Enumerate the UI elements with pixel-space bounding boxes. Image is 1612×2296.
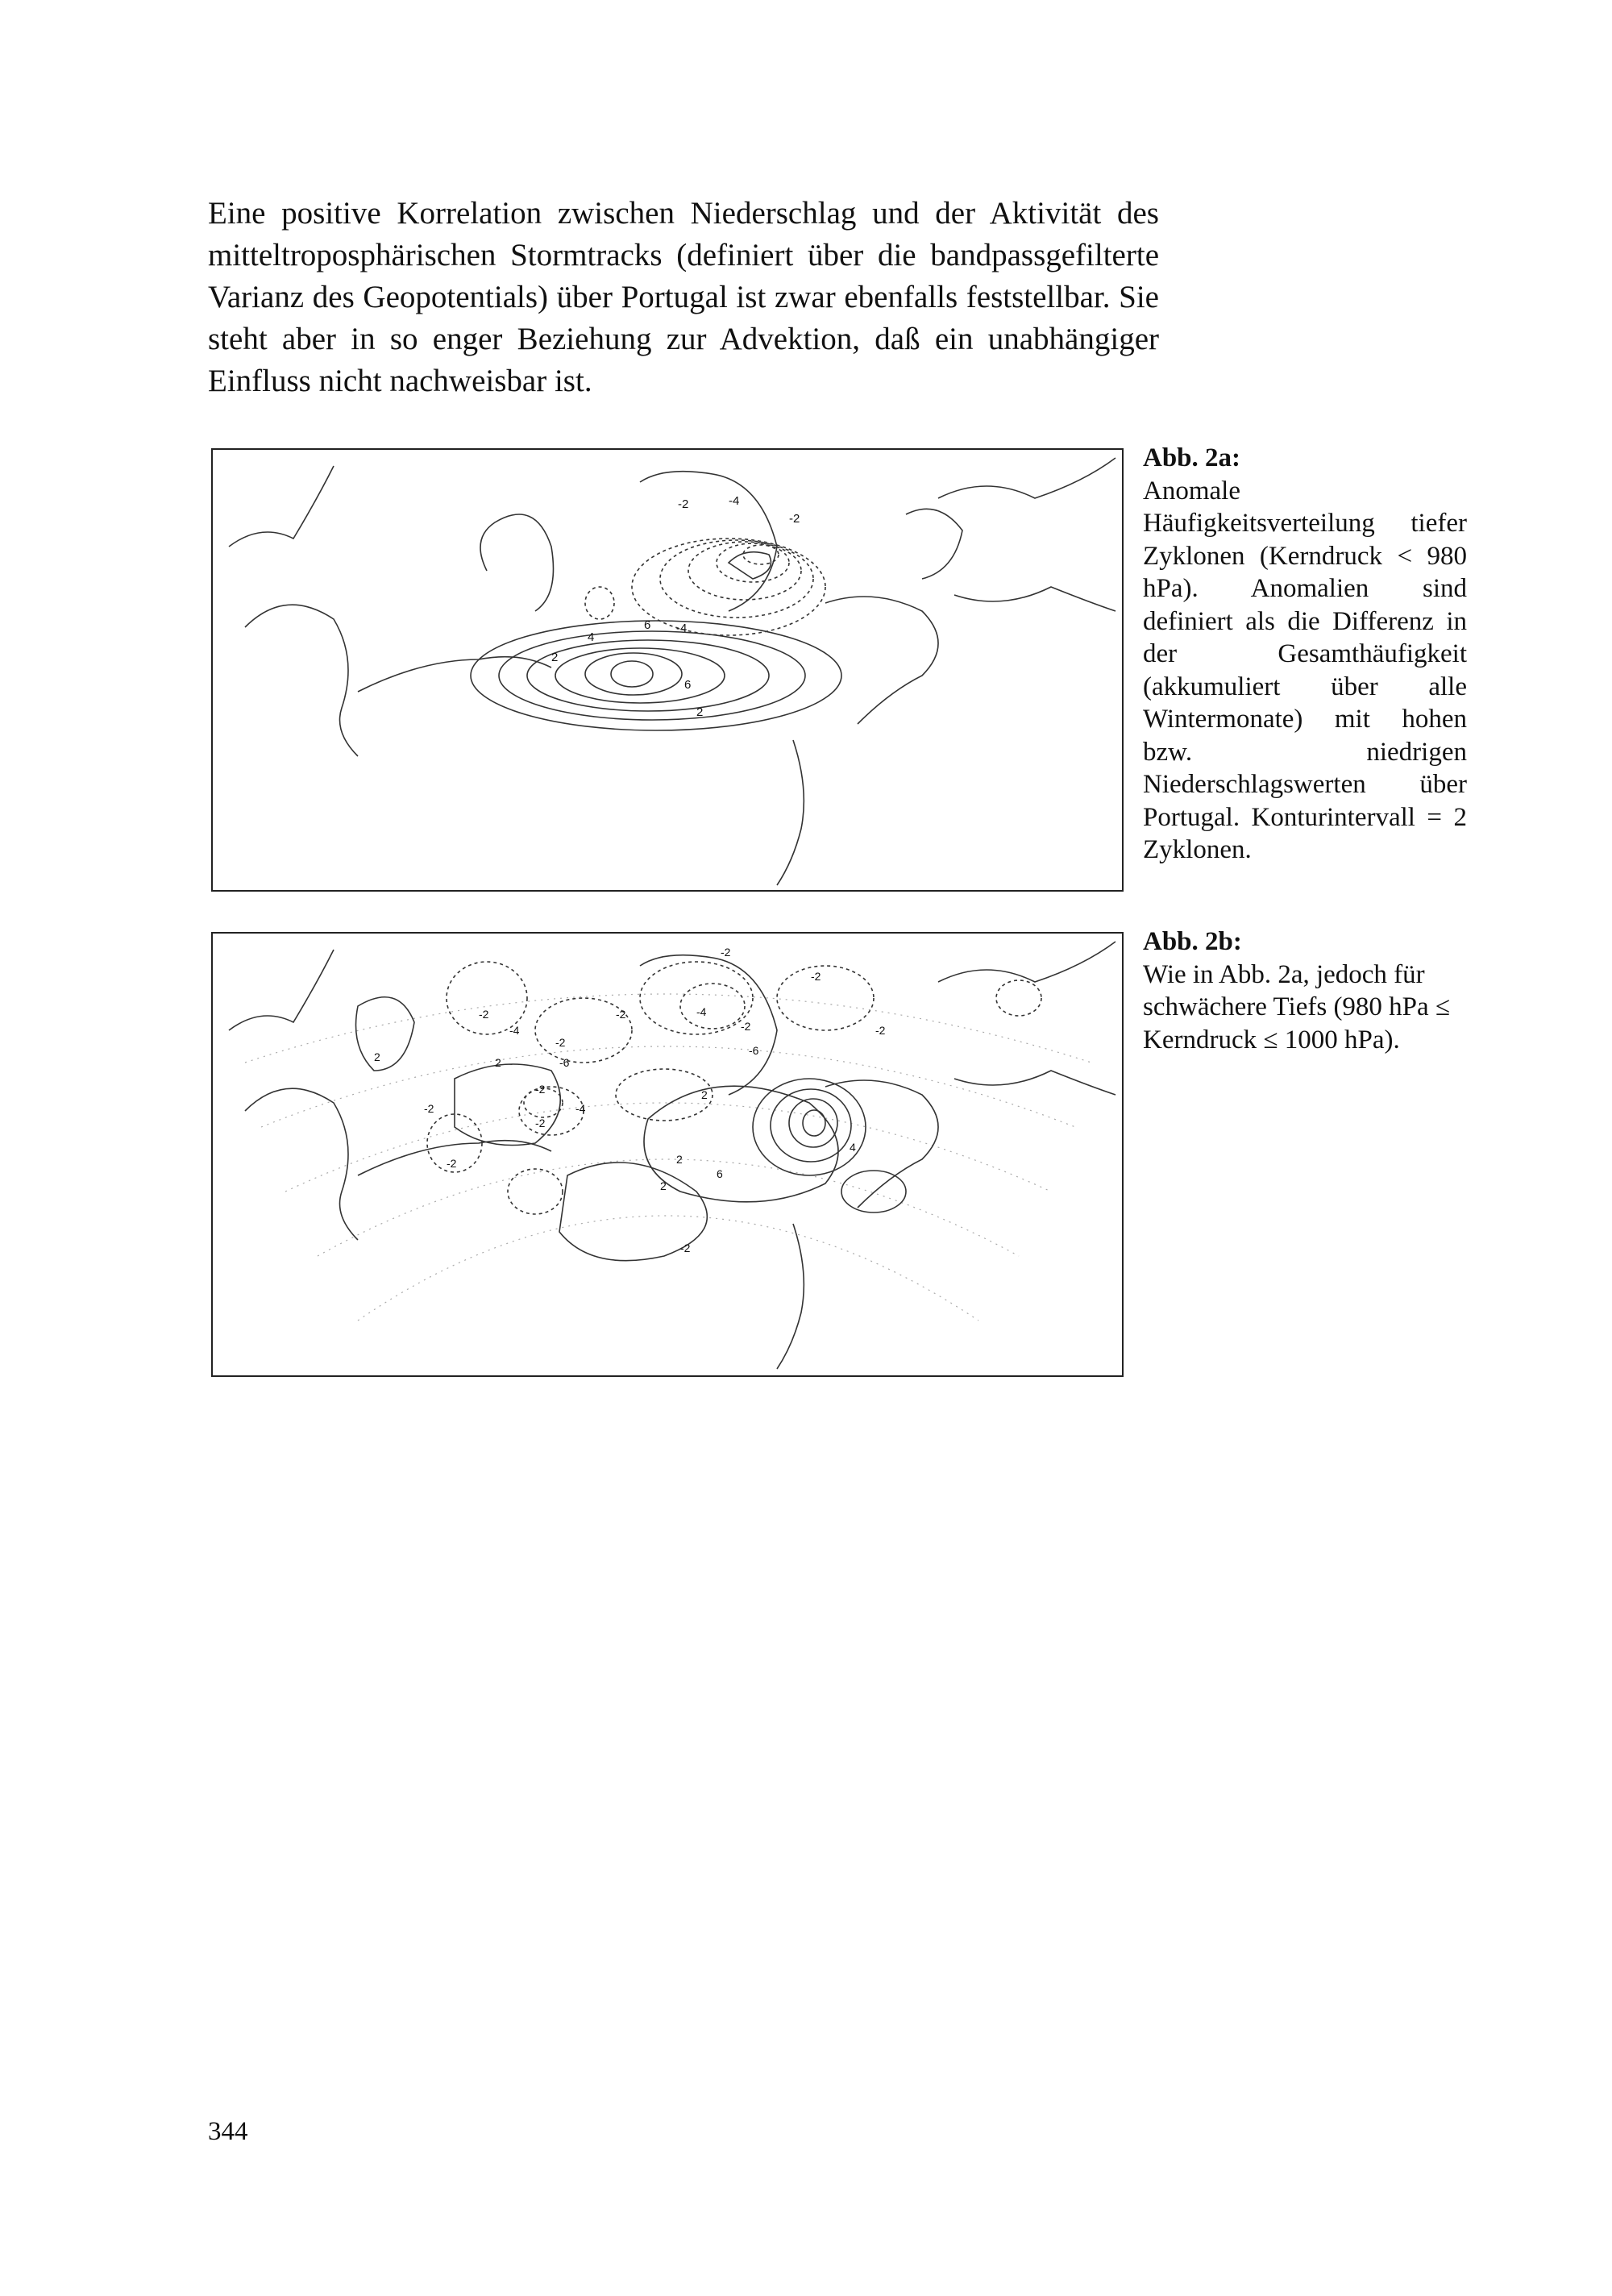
coastline-canada-west — [245, 1088, 358, 1240]
contour-label: -2 — [741, 1020, 751, 1033]
coastline-siberia — [954, 1071, 1116, 1095]
contour-label: -4 — [676, 622, 688, 635]
pos-contour — [753, 1079, 866, 1175]
contour-label: -2 — [721, 946, 731, 959]
contour-labels — [551, 494, 800, 719]
coastline-hudson — [480, 514, 554, 611]
figure-2a-svg — [213, 450, 1122, 890]
contour-label: 2 — [676, 1153, 683, 1166]
coastline-alaska — [229, 950, 334, 1030]
contour-label: -2 — [678, 497, 689, 511]
pos-contour — [585, 653, 682, 695]
neg-contour — [996, 980, 1041, 1016]
contour-label: 6 — [717, 1167, 723, 1180]
coastline-iceland — [729, 552, 771, 579]
pos-contour — [471, 621, 841, 730]
body-paragraph: Eine positive Korrelation zwischen Niederschlag und der Aktivität des mitteltroposphärischen Stormtracks (definiert über die bandpassgefilterte Varianz des Geopotentials) über Portugal ist zwar ebenfalls feststellbar. Sie steht aber in so enger Beziehung zur Advektion, daß ein unabhängiger Einfluss nicht nachweisbar ist. — [208, 196, 1159, 398]
coastline-africa — [777, 1224, 804, 1369]
caption-text: Wie in Abb. 2a, jedoch für schwächere Tiefs (980 hPa ≤ Kerndruck ≤ 1000 hPa). — [1143, 959, 1451, 1054]
coastline-europe — [825, 597, 938, 724]
neg-contour — [743, 545, 779, 564]
contour-label: 2 — [696, 705, 704, 719]
coastline-canada-west — [245, 605, 358, 756]
contour-label: -4 — [575, 1102, 586, 1115]
coastline-asia — [938, 458, 1116, 498]
contour-label: -2 — [875, 1024, 886, 1037]
contour-label: -2 — [811, 970, 821, 983]
pos-contour — [356, 997, 415, 1071]
caption-title: Abb. 2b: — [1143, 927, 1242, 956]
latitude-circle — [245, 994, 1091, 1063]
pos-contour — [611, 661, 653, 687]
coastline-north-america — [358, 657, 551, 692]
caption-text: Anomale Häufigkeitsverteilung tiefer Zyklonen (Kerndruck < 980 hPa). Anomalien sind definiert als die Differenz in der Gesamthäufigkeit (akkumuliert über alle Wintermonate) mit hohen bzw. niedrigen Niederschlagswerten über Portugal. Konturintervall = 2 Zyklonen. — [1143, 476, 1467, 864]
positive-contours — [471, 621, 841, 730]
neg-contour — [660, 540, 813, 618]
neg-contour — [640, 962, 753, 1034]
contour-label: -4 — [509, 1024, 520, 1037]
pos-contour — [527, 640, 769, 711]
figure-2a-caption — [1143, 442, 1467, 867]
negative-contours — [585, 539, 825, 635]
contour-label: 2 — [495, 1056, 501, 1069]
contour-label: -6 — [749, 1044, 759, 1057]
contour-label: 4 — [588, 630, 595, 644]
contour-label: -2 — [680, 1242, 691, 1254]
caption-title: Abb. 2a: — [1143, 443, 1241, 472]
contour-label: 2 — [701, 1088, 708, 1101]
coastline-group — [229, 458, 1116, 885]
contour-label: -2 — [447, 1157, 457, 1170]
neg-contour — [616, 1069, 713, 1121]
pos-contour — [455, 1064, 560, 1146]
figure-2a-map — [211, 448, 1124, 892]
latitude-circles — [245, 994, 1091, 1321]
coastline-group — [229, 942, 1116, 1369]
pos-contour — [771, 1089, 851, 1162]
pos-contour — [803, 1110, 825, 1136]
contour-label: 6 — [644, 618, 651, 632]
neg-contour — [585, 587, 614, 619]
figure-2b-svg — [213, 934, 1122, 1375]
contour-label: -2 — [424, 1102, 434, 1115]
negative-contours — [427, 962, 1041, 1214]
neg-contour — [680, 984, 745, 1029]
contour-label: -2 — [616, 1008, 626, 1021]
contour-label: 4 — [850, 1141, 856, 1154]
contour-label: -2 — [479, 1008, 489, 1021]
contour-label: 2 — [374, 1050, 380, 1063]
contour-label: 6 — [684, 678, 692, 692]
neg-contour — [717, 543, 789, 582]
contour-label: -2 — [535, 1117, 546, 1129]
pos-contour — [644, 1086, 838, 1202]
coastline-alaska — [229, 466, 334, 547]
latitude-circle — [261, 1046, 1075, 1127]
coastline-siberia — [954, 587, 1116, 611]
positive-contours — [356, 997, 907, 1261]
contour-label: 2 — [551, 651, 559, 664]
latitude-circle — [358, 1216, 978, 1321]
page-number: 344 — [208, 2117, 248, 2146]
neg-contour — [508, 1169, 563, 1214]
figure-2b-caption — [1143, 925, 1467, 1056]
contour-label: -4 — [729, 494, 740, 508]
figure-2b-map — [211, 932, 1124, 1377]
contour-label: -6 — [559, 1056, 570, 1069]
neg-contour — [777, 966, 874, 1030]
contour-label: 2 — [660, 1179, 667, 1192]
coastline-africa — [777, 740, 804, 885]
coastline-greenland — [640, 955, 777, 1095]
pos-contour — [499, 631, 805, 720]
coastline-scandinavia — [906, 509, 962, 579]
coastline-asia — [938, 942, 1116, 982]
neg-contour — [519, 1087, 584, 1135]
pos-contour — [841, 1171, 906, 1212]
contour-label: -2 — [535, 1083, 546, 1096]
contour-label: -2 — [555, 1036, 566, 1049]
contour-label: -2 — [789, 512, 800, 526]
contour-labels — [374, 946, 886, 1254]
contour-label: -4 — [696, 1005, 707, 1018]
